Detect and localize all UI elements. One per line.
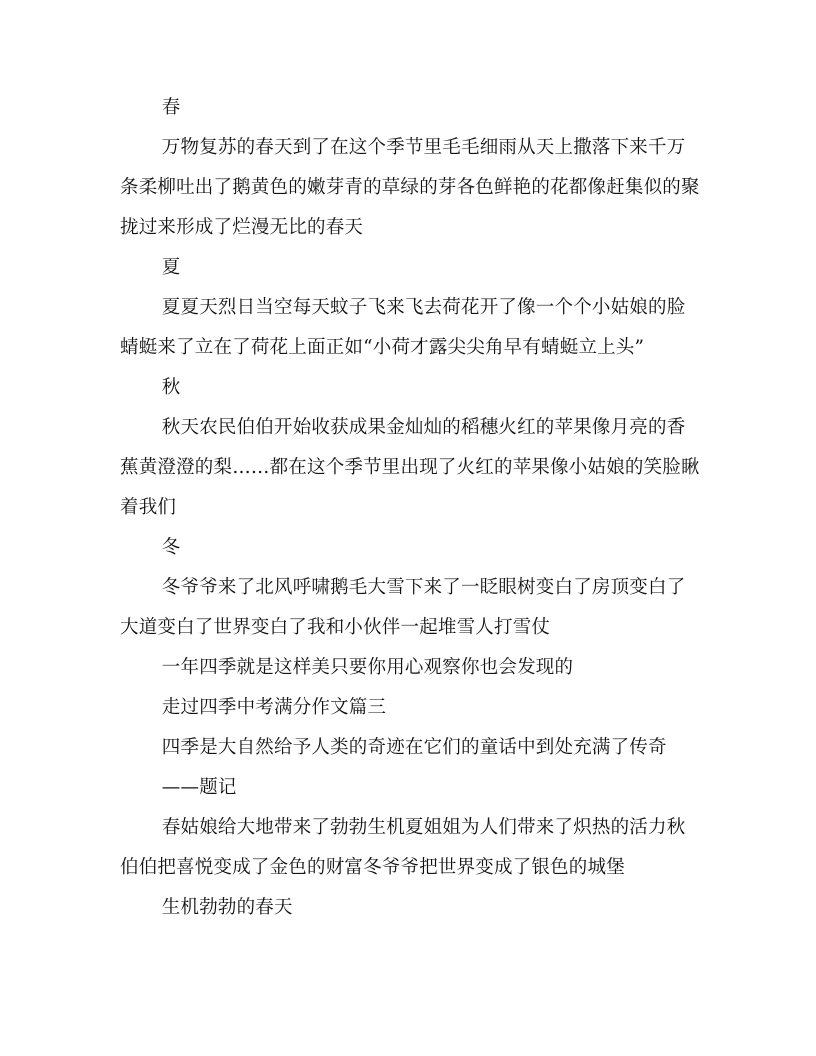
epigraph-label: ——题记: [161, 777, 237, 798]
paragraph-spring: 万物复苏的春天到了在这个季节里毛毛细雨从天上撒落下来千万条柔柳吐出了鹅黄色的嫩芽青的草绿的芽各色鲜艳的花都像赶集似的聚拢过来形成了烂漫无比的春天: [120, 137, 700, 238]
paragraph-intro: 四季是大自然给予人类的奇迹在它们的童话中到处充满了传奇: [161, 737, 667, 758]
document-body: [120, 88, 700, 928]
heading-summer: 夏: [161, 257, 181, 278]
paragraph-autumn: 秋天农民伯伯开始收获成果金灿灿的稻穗火红的苹果像月亮的香蕉黄澄澄的梨……都在这个季节里出现了火红的苹果像小姑娘的笑脸瞅着我们: [120, 417, 700, 518]
essay-title: 走过四季中考满分作文篇三: [161, 697, 387, 718]
heading-winter: 冬: [161, 537, 181, 558]
paragraph-summer: 夏夏天烈日当空每天蚊子飞来飞去荷花开了像一个个小姑娘的脸蜻蜓来了立在了荷花上面正如“小荷才露尖尖角早有蜻蜓立上头”: [120, 297, 686, 358]
heading-spring: 春: [161, 97, 181, 118]
heading-autumn: 秋: [161, 377, 181, 398]
paragraph-conclusion: 一年四季就是这样美只要你用心观察你也会发现的: [161, 657, 574, 678]
section-heading-spring: 生机勃勃的春天: [161, 897, 293, 918]
paragraph-winter: 冬爷爷来了北风呼啸鹅毛大雪下来了一眨眼树变白了房顶变白了大道变白了世界变白了我和小伙伴一起堆雪人打雪仗: [120, 577, 686, 638]
paragraph-overview: 春姑娘给大地带来了勃勃生机夏姐姐为人们带来了炽热的活力秋伯伯把喜悦变成了金色的财富冬爷爷把世界变成了银色的城堡: [120, 817, 686, 878]
